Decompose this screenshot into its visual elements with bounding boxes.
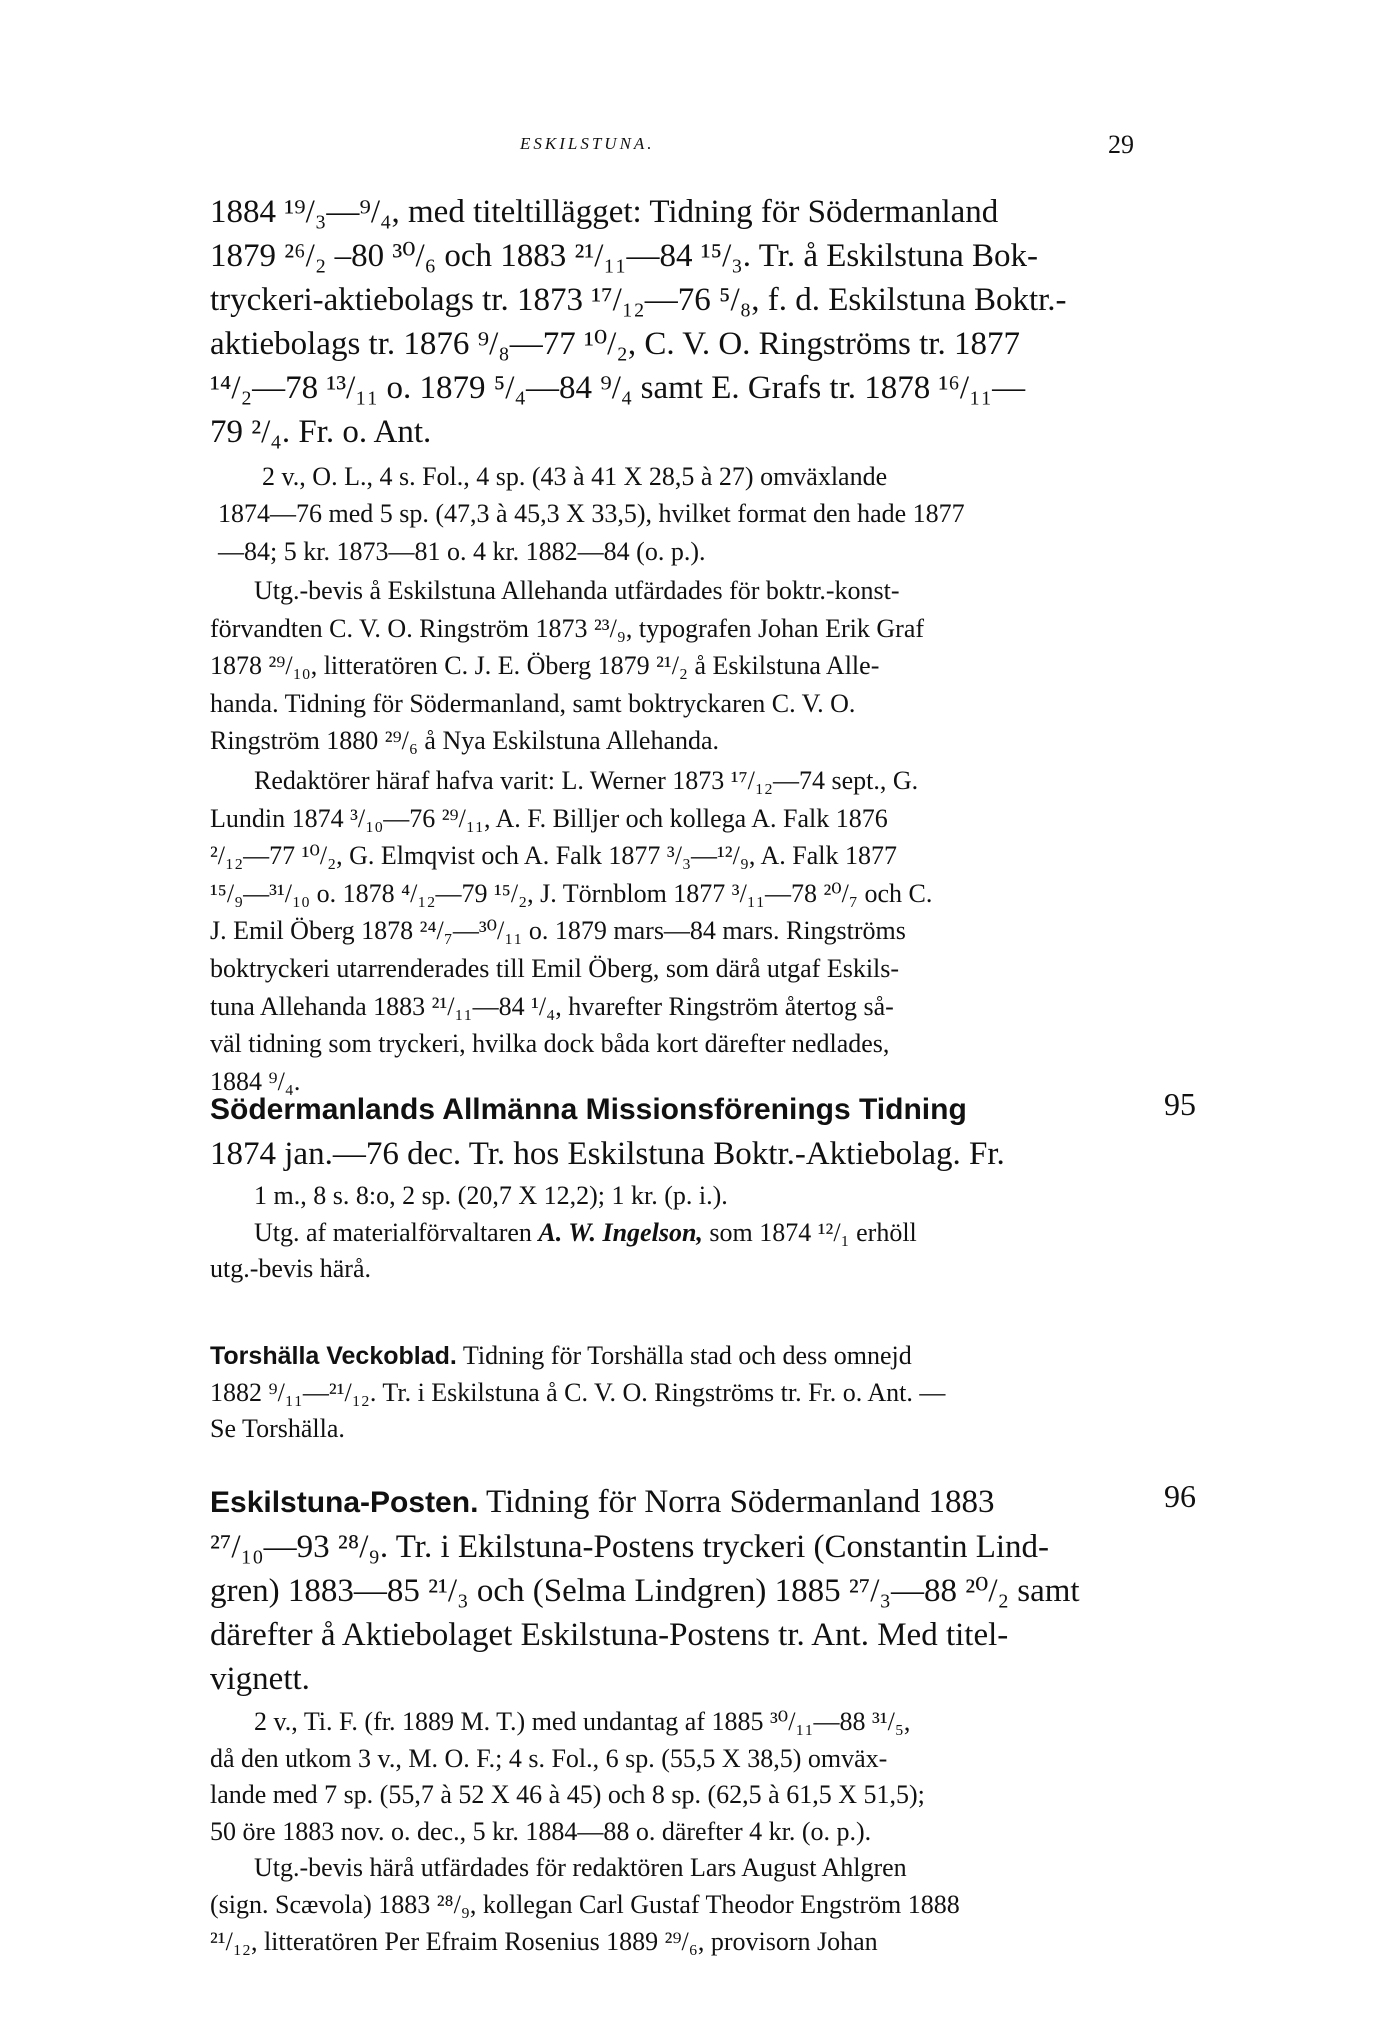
running-head: ESKILSTUNA. bbox=[520, 134, 655, 153]
text-line: väl tidning som tryckeri, hvilka dock båda kort därefter nedlades, bbox=[210, 1029, 890, 1059]
entry-title: Eskilstuna-Posten. bbox=[210, 1486, 479, 1519]
text-line: 1884 ¹⁹/₃—⁹/₄, med titeltillägget: Tidning för Södermanland bbox=[210, 194, 999, 230]
text-line bbox=[210, 1480, 1130, 1525]
text-line: ²¹/₁₂, litteratören Per Efraim Rosenius 1889 ²⁹/₆, provisorn Johan bbox=[210, 1926, 878, 1956]
text-line: förvandten C. V. O. Ringström 1873 ²³/₉, typografen Johan Erik Graf bbox=[210, 613, 925, 643]
text-line: därefter å Aktiebolaget Eskilstuna-Postens tr. Ant. Med titel- bbox=[210, 1617, 1009, 1653]
text-line: Utg.-bevis å Eskilstuna Allehanda utfärdades för boktr.-konst- bbox=[254, 576, 900, 605]
text-span: som 1874 ¹²/₁ erhöll bbox=[702, 1217, 917, 1247]
text-line: 2 v., Ti. F. (fr. 1889 M. T.) med undantag af 1885 ³⁰/₁₁—88 ³¹/₅, bbox=[254, 1707, 911, 1736]
text-line: vignett. bbox=[210, 1661, 310, 1697]
text-line: ²/₁₂—77 ¹⁰/₂, G. Elmqvist och A. Falk 1877 ³/₃—¹²/₉, A. Falk 1877 bbox=[210, 841, 897, 871]
text-line: 1882 ⁹/₁₁—²¹/₁₂. Tr. i Eskilstuna å C. V. O. Ringströms tr. Fr. o. Ant. — bbox=[210, 1377, 946, 1407]
entry-continuation-intro bbox=[210, 190, 1130, 454]
entry-continuation-format bbox=[218, 458, 1138, 570]
text-line: Se Torshälla. bbox=[210, 1414, 345, 1444]
person-name: A. W. Ingelson, bbox=[538, 1217, 703, 1247]
text-line: 1 m., 8 s. 8:o, 2 sp. (20,7 X 12,2); 1 kr. (p. i.). bbox=[254, 1181, 728, 1210]
text-span: Tidning för Torshälla stad och dess omnejd bbox=[456, 1341, 912, 1370]
text-line: utg.-bevis härå. bbox=[210, 1254, 372, 1284]
entry-number: 95 bbox=[1164, 1086, 1196, 1122]
text-line: tryckeri-aktiebolags tr. 1873 ¹⁷/₁₂—76 ⁵/₈, f. d. Eskilstuna Boktr.- bbox=[210, 282, 1067, 318]
text-line: 1874—76 med 5 sp. (47,3 à 45,3 X 33,5), hvilket format den hade 1877 bbox=[218, 499, 965, 529]
text-line bbox=[210, 1338, 1130, 1375]
text-line: boktryckeri utarrenderades till Emil Öberg, som därå utgaf Eskils- bbox=[210, 953, 900, 983]
text-line: Lundin 1874 ³/₁₀—76 ²⁹/₁₁, A. F. Billjer och kollega A. Falk 1876 bbox=[210, 803, 888, 833]
text-line: (sign. Scævola) 1883 ²⁸/₉, kollegan Carl Gustaf Theodor Engström 1888 bbox=[210, 1889, 960, 1919]
text-line: tuna Allehanda 1883 ²¹/₁₁—84 ¹/₄, hvarefter Ringström återtog så- bbox=[210, 991, 894, 1021]
text-line: 1879 ²⁶/₂ –80 ³⁰/₆ och 1883 ²¹/₁₁—84 ¹⁵/₃. Tr. å Eskilstuna Bok- bbox=[210, 238, 1039, 274]
entry-torshalla bbox=[210, 1338, 1130, 1448]
text-span: Utg. af materialförvaltaren bbox=[254, 1217, 539, 1247]
entry-96-format bbox=[210, 1704, 1130, 1960]
text-line: Utg.-bevis härå utfärdades för redaktören Lars August Ahlgren bbox=[254, 1853, 907, 1883]
text-line: 1874 jan.—76 dec. Tr. hos Eskilstuna Boktr.-Aktiebolag. Fr. bbox=[210, 1136, 1005, 1172]
entry-title: Torshälla Veckoblad. bbox=[210, 1342, 457, 1370]
entry-number: 96 bbox=[1164, 1478, 1196, 1514]
text-line: ²⁷/₁₀—93 ²⁸/₉. Tr. i Ekilstuna-Postens tryckeri (Constantin Lind- bbox=[210, 1529, 1050, 1565]
text-span: Tidning för Norra Södermanland 1883 bbox=[478, 1484, 995, 1520]
text-line: lande med 7 sp. (55,7 à 52 X 46 à 45) och 8 sp. (62,5 à 61,5 X 51,5); bbox=[210, 1780, 925, 1810]
text-line: J. Emil Öberg 1878 ²⁴/₇—³⁰/₁₁ o. 1879 mars—84 mars. Ringströms bbox=[210, 916, 906, 946]
text-line: gren) 1883—85 ²¹/₃ och (Selma Lindgren) 1885 ²⁷/₃—88 ²⁰/₂ samt bbox=[210, 1573, 1080, 1609]
page-number: 29 bbox=[1108, 130, 1134, 159]
entry-continuation-editors bbox=[210, 762, 1130, 1100]
entry-95 bbox=[210, 1088, 1130, 1176]
text-line: 50 öre 1883 nov. o. dec., 5 kr. 1884—88 o. därefter 4 kr. (o. p.). bbox=[210, 1816, 872, 1846]
text-line bbox=[210, 1215, 1130, 1252]
text-line: 2 v., O. L., 4 s. Fol., 4 sp. (43 à 41 X 28,5 à 27) omväxlande bbox=[262, 462, 888, 491]
text-line: Redaktörer häraf hafva varit: L. Werner 1873 ¹⁷/₁₂—74 sept., G. bbox=[254, 766, 919, 795]
text-line: då den utkom 3 v., M. O. F.; 4 s. Fol., 6 sp. (55,5 X 38,5) omväx- bbox=[210, 1743, 888, 1773]
entry-title: Södermanlands Allmänna Missionsförenings Tidning bbox=[210, 1093, 967, 1126]
entry-95-details bbox=[210, 1178, 1130, 1288]
text-line: ¹⁵/₉—³¹/₁₀ o. 1878 ⁴/₁₂—79 ¹⁵/₂, J. Törnblom 1877 ³/₁₁—78 ²⁰/₇ och C. bbox=[210, 878, 933, 908]
text-line: 1878 ²⁹/₁₀, litteratören C. J. E. Öberg 1879 ²¹/₂ å Eskilstuna Alle- bbox=[210, 651, 880, 681]
entry-96 bbox=[210, 1480, 1130, 1701]
text-line: aktiebolags tr. 1876 ⁹/₈—77 ¹⁰/₂, C. V. O. Ringströms tr. 1877 bbox=[210, 326, 1020, 362]
text-line: handa. Tidning för Södermanland, samt boktryckaren C. V. O. bbox=[210, 688, 856, 718]
text-line: —84; 5 kr. 1873—81 o. 4 kr. 1882—84 (o. p.). bbox=[218, 536, 706, 566]
text-line: Ringström 1880 ²⁹/₆ å Nya Eskilstuna Allehanda. bbox=[210, 726, 720, 756]
text-line: ¹⁴/₂—78 ¹³/₁₁ o. 1879 ⁵/₄—84 ⁹/₄ samt E. Grafs tr. 1878 ¹⁶/₁₁— bbox=[210, 370, 1026, 406]
entry-continuation-publishers bbox=[210, 572, 1130, 760]
text-line: 79 ²/₄. Fr. o. Ant. bbox=[210, 414, 432, 450]
text-line: 1884 ⁹/₄. bbox=[210, 1066, 301, 1096]
